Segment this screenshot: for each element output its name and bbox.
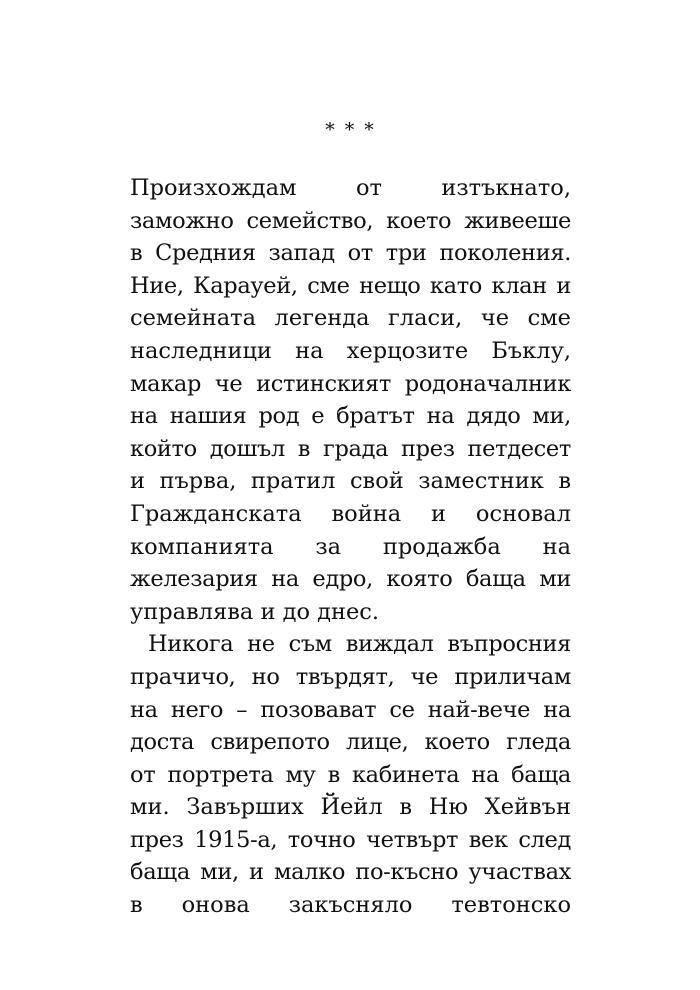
text-line: заможно семейство, което живееше	[130, 207, 571, 234]
text-line: на нашия род е братът на дядо ми,	[130, 403, 571, 430]
text-line: доста свирепото лице, което гледа	[130, 729, 571, 756]
text-line: през 1915-а, точно четвърт век след	[130, 826, 571, 853]
text-line: Произхождам от изтъкнато,	[130, 175, 571, 201]
text-line: на него – позовават се най-вече на	[130, 696, 571, 723]
text-line: Гражданската война и основал	[130, 500, 571, 527]
text-line: в онова закъсняло тевтонско	[130, 892, 571, 919]
text-line: семейната легенда гласи, че сме	[130, 305, 571, 332]
text-line: прачичо, но твърдят, че приличам	[130, 663, 571, 690]
text-line: баща ми, и малко по-късно участвах	[130, 859, 571, 886]
section-separator: * * *	[325, 119, 376, 141]
text-line: който дошъл в града през петдесет	[130, 435, 571, 462]
text-line: макар че истинският родоначалник	[130, 370, 571, 397]
text-line: и първа, пратил свой заместник в	[130, 468, 571, 495]
paragraph	[130, 172, 571, 628]
text-line: управлява и до днес.	[130, 598, 380, 625]
body-text	[130, 172, 571, 922]
book-page	[130, 0, 571, 990]
text-line: наследници на херцозите Бъклу,	[130, 337, 571, 364]
text-line: компанията за продажба на	[130, 533, 571, 560]
text-line: от портрета му в кабинета на баща	[130, 761, 571, 788]
text-line: в Средния запад от три поколения.	[130, 240, 571, 267]
text-line: Ние, Карауей, сме нещо като клан и	[130, 272, 571, 299]
text-line: Никога не съм виждал въпросния	[148, 631, 571, 658]
paragraph	[130, 628, 571, 921]
text-line: железария на едро, която баща ми	[130, 566, 571, 593]
text-line: ми. Завърших Йейл в Ню Хейвън	[130, 794, 571, 821]
